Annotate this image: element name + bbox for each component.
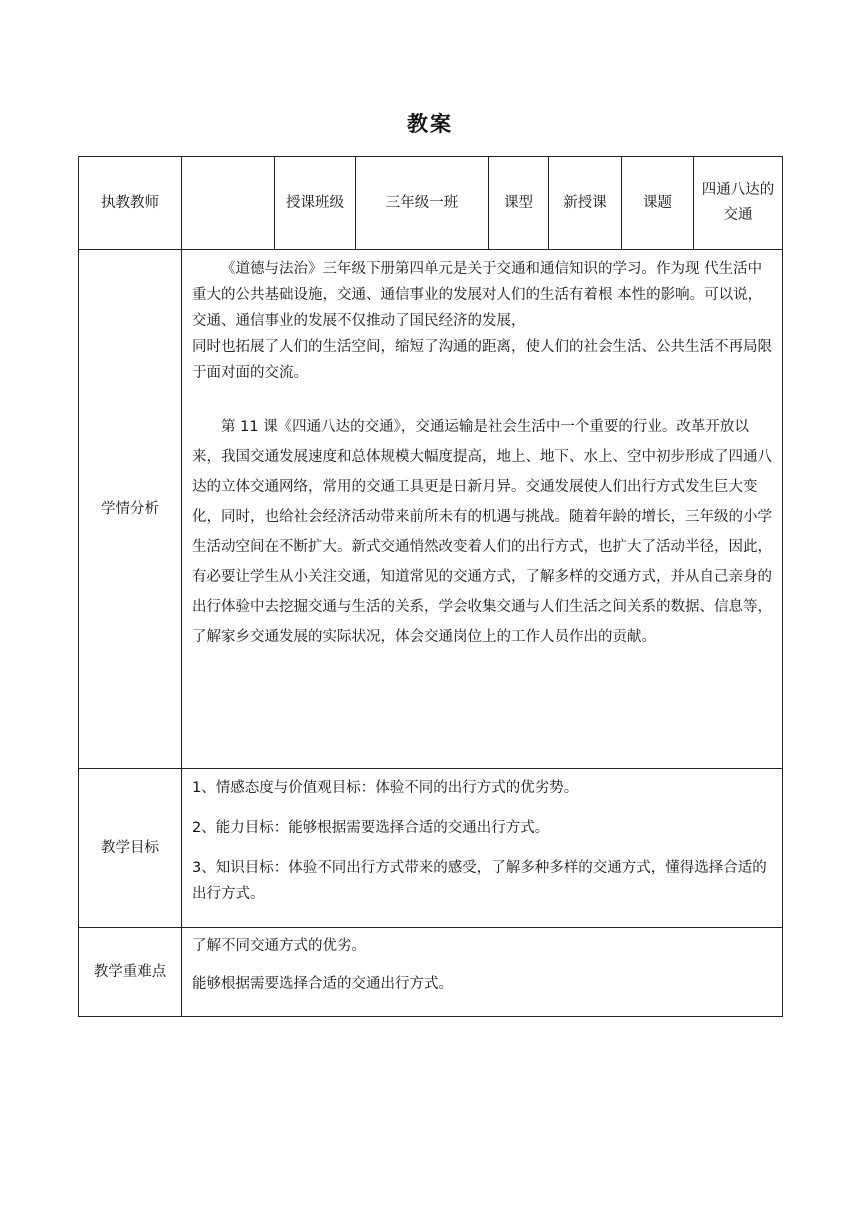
goal-item-ability: 2、能力目标：能够根据需要选择合适的交通出行方式。 [192, 820, 550, 836]
goals-content [182, 769, 783, 928]
lesson-type-value: 新授课 [549, 157, 622, 250]
topic-label: 课题 [622, 157, 694, 250]
analysis-content [182, 250, 783, 769]
key-point-item: 能够根据需要选择合适的交通出行方式。 [192, 976, 453, 992]
document-title: 教案 [407, 112, 453, 136]
analysis-paragraph-1-continued: 同时也拓展了人们的生活空间，缩短了沟通的距离，使人们的社会生活、公共生活不再局限于面对面的交流。 [192, 339, 772, 381]
key-points-row [79, 928, 783, 1017]
analysis-paragraph-2: 第 11 课《四通八达的交通》，交通运输是社会生活中一个重要的行业。改革开放以来，我国交通发展速度和总体规模大幅度提高，地上、地下、水上、空中初步形成了四通八达的立体交通网络，常用的交通工具更是日新月异。交通发展使人们出行方式发生巨大变化，同时，也给社会经济活动带来前所未有的机遇与挑战。随着年龄的增长，三年级的小学生活动空间在不断扩大。新式交通悄然改变着人们的出行方式，也扩大了活动半径，因此，有必要让学生从小关注交通，知道常见的交通方式，了解多样的交通方式，并从自己亲身的出行体验中去挖掘交通与生活的关系，学会收集交通与人们生活之间关系的数据、信息等，了解家乡交通发展的实际状况，体会交通岗位上的工作人员作出的贡献。 [192, 419, 772, 645]
teacher-label: 执教教师 [79, 157, 182, 250]
goal-item-emotion: 1、情感态度与价值观目标：体验不同的出行方式的优劣势。 [192, 780, 579, 796]
key-point-item: 了解不同交通方式的优劣。 [192, 938, 366, 954]
class-label: 授课班级 [275, 157, 356, 250]
key-points-content [182, 928, 783, 1017]
class-value: 三年级一班 [356, 157, 489, 250]
analysis-label: 学情分析 [79, 250, 182, 769]
analysis-paragraph-1: 《道德与法治》三年级下册第四单元是关于交通和通信知识的学习。作为现 代生活中重大的公共基础设施，交通、通信事业的发展对人们的生活有着根 本性的影响。可以说，交通、通信事业的发展不仅推动了国民经济的发展， [192, 261, 763, 329]
teacher-value [182, 157, 275, 250]
header-row [79, 157, 783, 250]
lesson-type-label: 课型 [489, 157, 549, 250]
goals-label: 教学目标 [79, 769, 182, 928]
topic-value: 四通八达的交通 [694, 157, 783, 250]
goal-item-knowledge: 3、知识目标：体验不同出行方式带来的感受，了解多种多样的交通方式，懂得选择合适的出行方式。 [192, 860, 767, 902]
analysis-row [79, 250, 783, 769]
goals-row [79, 769, 783, 928]
lesson-plan-table [78, 156, 783, 1017]
key-points-label: 教学重难点 [79, 928, 182, 1017]
